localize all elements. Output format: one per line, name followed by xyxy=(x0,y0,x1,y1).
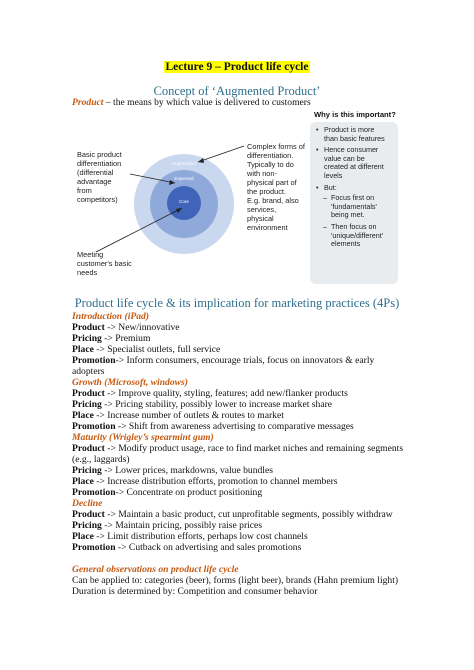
stage-line xyxy=(72,465,273,476)
line-label: Place xyxy=(72,531,94,542)
line-text: -> Increase distribution efforts, promotion to channel members xyxy=(93,476,338,487)
stage-line xyxy=(72,520,262,531)
label-line: competitors) xyxy=(77,195,118,204)
line-text: -> Increase number of outlets & routes to market xyxy=(93,410,284,421)
stage-line xyxy=(72,542,301,553)
label-line: physical xyxy=(247,214,274,223)
line-label: Pricing xyxy=(72,465,102,476)
stage-growth-heading: Growth (Microsoft, windows) xyxy=(72,377,188,388)
why-line: created at different xyxy=(324,162,384,172)
dash-icon: – xyxy=(323,221,327,231)
label-line: from xyxy=(77,186,92,195)
why-item xyxy=(316,126,396,143)
line-text: -> Premium xyxy=(101,333,151,344)
stage-line xyxy=(72,333,150,344)
product-definition xyxy=(72,97,311,108)
line-text: -> Lower prices, markdowns, value bundles xyxy=(101,465,273,476)
line-text: (e.g., laggards) xyxy=(72,454,130,465)
line-text: -> Maintain pricing, possibly raise prices xyxy=(101,520,263,531)
label-line: customer's basic xyxy=(77,259,132,268)
line-label: Promotion xyxy=(72,421,116,432)
why-item xyxy=(316,146,396,180)
label-line: Basic product xyxy=(77,150,122,159)
stage-line xyxy=(72,366,105,377)
label-line: Meeting xyxy=(77,250,104,259)
line-label: Pricing xyxy=(72,399,102,410)
why-item xyxy=(316,184,396,193)
arrow-to-augmented xyxy=(198,146,244,162)
line-label: Pricing xyxy=(72,333,102,344)
why-subitem xyxy=(316,194,396,220)
line-label: Place xyxy=(72,410,94,421)
label-text: Complex forms xyxy=(247,142,297,151)
label-line xyxy=(247,142,305,151)
line-label: Product xyxy=(72,509,105,520)
why-line: than basic features xyxy=(324,133,385,143)
line-text: -> Pricing stability, possibly lower to increase market share xyxy=(101,399,333,410)
line-text: adopters xyxy=(72,366,105,377)
label-text: of xyxy=(298,142,305,151)
stage-line xyxy=(72,487,262,498)
bullet-icon: • xyxy=(316,125,319,134)
line-label: Promotion xyxy=(72,487,116,498)
why-line: 'unique/different' xyxy=(331,230,384,240)
general-observation-line: Duration is determined by: Competition and consumer behavior xyxy=(72,586,318,597)
line-text: -> Limit distribution efforts, perhaps low cost channels xyxy=(93,531,308,542)
why-line: But: xyxy=(324,182,337,192)
definition-term: Product xyxy=(72,97,104,108)
line-text: -> New/innovative xyxy=(104,322,180,333)
why-line: Focus first on xyxy=(331,193,375,203)
line-label: Pricing xyxy=(72,520,102,531)
why-line: Then focus on xyxy=(331,221,377,231)
line-label: Promotion xyxy=(72,542,116,553)
bullet-icon: • xyxy=(316,145,319,155)
line-text: -> Cutback on advertising and sales promotions xyxy=(115,542,302,553)
line-text: -> Modify product usage, race to find market niches and remaining segments xyxy=(104,443,404,454)
line-text: -> Concentrate on product positioning xyxy=(115,487,263,498)
line-text: -> Shift from awareness advertising to comparative messages xyxy=(115,421,354,432)
stage-line xyxy=(72,322,180,333)
label-line: differentiation. xyxy=(247,151,294,160)
why-line: value can be xyxy=(324,153,365,163)
general-observations-heading: General observations on product life cycle xyxy=(72,564,239,575)
line-label: Promotion xyxy=(72,355,116,366)
label-line: physical part of xyxy=(247,178,297,187)
line-text: -> Inform consumers, encourage trials, focus on innovators & early xyxy=(115,355,375,366)
definition-text: – the means by which value is delivered to customers xyxy=(103,97,311,108)
stage-line xyxy=(72,531,308,542)
why-important-list xyxy=(316,126,396,249)
why-line: levels xyxy=(324,170,343,180)
stage-line xyxy=(72,454,130,465)
line-text: -> Maintain a basic product, cut unprofitable segments, possibly withdraw xyxy=(104,509,393,520)
title-text: Lecture 9 – Product life cycle xyxy=(165,61,309,73)
line-text: -> Improve quality, styling, features; add new/flanker products xyxy=(104,388,348,399)
stage-line xyxy=(72,443,403,454)
label-line: needs xyxy=(77,268,98,277)
label-line: differentiation xyxy=(77,159,122,168)
stage-line xyxy=(72,355,374,366)
line-label: Product xyxy=(72,322,105,333)
basic-needs-label xyxy=(77,250,132,277)
why-subitem xyxy=(316,223,396,249)
expected-ring-label: Expected xyxy=(174,176,194,181)
stage-maturity-heading: Maturity (Wrigley’s spearmint gum) xyxy=(72,432,214,443)
label-line: the product. xyxy=(247,187,287,196)
line-text: -> Specialist outlets, full service xyxy=(93,344,221,355)
stage-line xyxy=(72,421,354,432)
complex-differentiation-label xyxy=(247,142,305,232)
why-important-title: Why is this important? xyxy=(314,110,396,119)
why-line: elements xyxy=(331,239,361,249)
label-line: E.g. brand, also xyxy=(247,196,299,205)
stage-line xyxy=(72,410,284,421)
core-ring-label: Core xyxy=(179,199,189,204)
stage-introduction-heading: Introduction (iPad) xyxy=(72,311,150,322)
label-line: Typically to do xyxy=(247,160,294,169)
label-line: advantage xyxy=(77,177,112,186)
why-line: Hence consumer xyxy=(324,145,379,155)
label-line: (differential xyxy=(77,168,114,177)
label-line: environment xyxy=(247,223,288,232)
augmented-ring-label: Augmented xyxy=(172,161,196,166)
line-label: Product xyxy=(72,388,105,399)
concept-heading: Concept of ‘Augmented Product’ xyxy=(153,84,321,98)
line-label: Product xyxy=(72,443,105,454)
plc-heading: Product life cycle & its implication for marketing practices (4Ps) xyxy=(74,296,400,310)
why-line: being met. xyxy=(331,210,365,220)
bullet-icon: • xyxy=(316,182,319,192)
dash-icon: – xyxy=(323,193,327,203)
line-label: Place xyxy=(72,476,94,487)
line-label: Place xyxy=(72,344,94,355)
why-line: Product is more xyxy=(324,125,375,134)
label-line: services, xyxy=(247,205,277,214)
basic-differentiation-label xyxy=(77,150,122,204)
stage-line xyxy=(72,509,393,520)
document-title xyxy=(0,57,474,75)
label-line: with non- xyxy=(247,169,277,178)
stage-line xyxy=(72,399,332,410)
stage-line xyxy=(72,476,338,487)
stage-decline-heading: Decline xyxy=(72,498,103,509)
stage-line xyxy=(72,344,220,355)
general-observation-line: Can be applied to: categories (beer), forms (light beer), brands (Hahn premium light) xyxy=(72,575,399,586)
stage-line xyxy=(72,388,348,399)
why-line: 'fundamentals' xyxy=(331,201,377,211)
